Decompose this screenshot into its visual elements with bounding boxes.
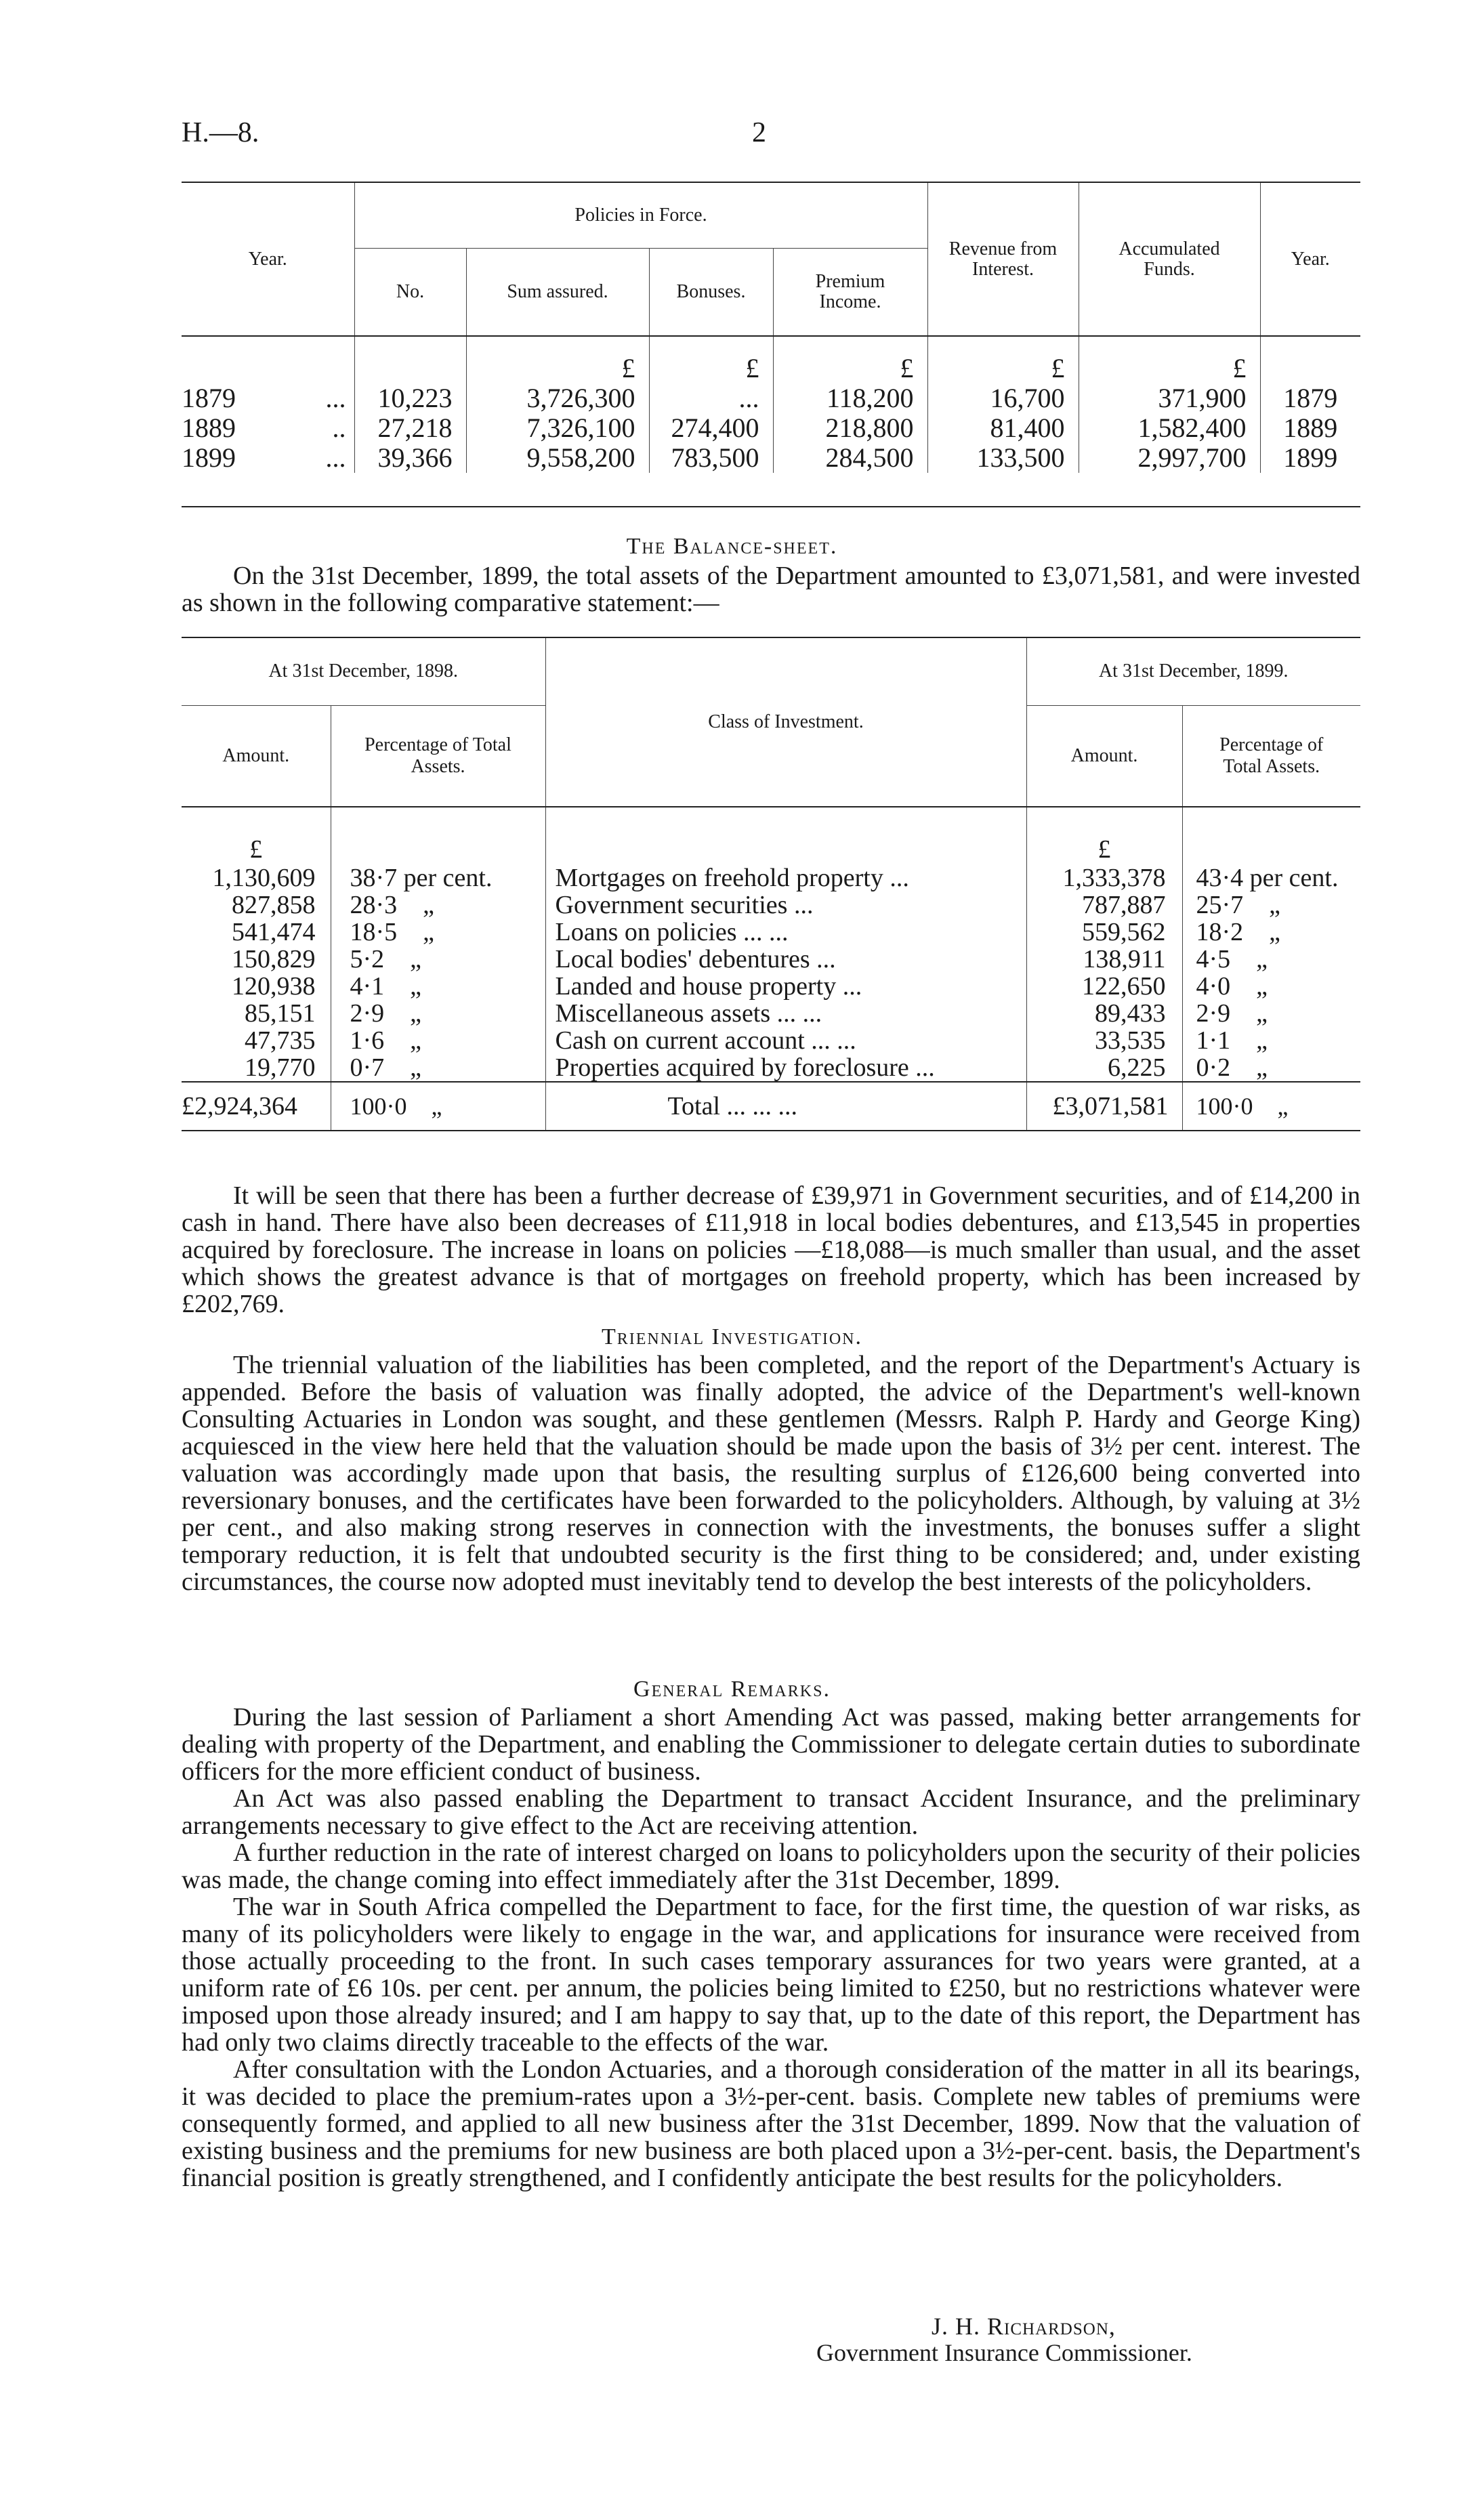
pound-sign: £	[1026, 807, 1182, 864]
interest-revenue: 81,400	[927, 413, 1079, 443]
amounts-1899: 1,333,378 787,887 559,562 138,911 122,650 89,433 33,535 6,225	[1026, 864, 1182, 1082]
policies-table	[182, 182, 1360, 507]
premium-income: 218,800	[773, 413, 927, 443]
accumulated-funds: 2,997,700	[1079, 443, 1260, 473]
premium-income: 284,500	[773, 443, 927, 473]
row-year-right: 1889	[1283, 413, 1338, 443]
pound-sign: £	[773, 336, 927, 383]
bonuses: ...	[649, 383, 773, 413]
col-amount-1898: Amount.	[182, 705, 331, 807]
col-premium-header: Premium Income.	[773, 248, 927, 336]
percentages-1899: 43·4 per cent. 25·7 „ 18·2 „ 4·5 „ 4·0 „ 2·9 „ 1·1 „ 0·2 „	[1196, 864, 1339, 1082]
percentages-1898: 38·7 per cent. 28·3 „ 18·5 „ 5·2 „ 4·1 „ 2·9 „ 1·6 „ 0·7 „	[331, 864, 545, 1082]
general-paragraph-4: The war in South Africa compelled the Department to face, for the first time, the question of war risks, as many of its policyholders were likely to engage in the war, and applications for insurance were received from those actually proceeding to the front. In such cases temporary assurances for two years were granted, at a uniform rate of £6 10s. per cent. per annum, the policies being limited to £250, but no restrictions whatever were imposed upon those already insured; and I am happy to say that, up to the date of this report, the Department has had only two claims directly traceable to the effects of the war.	[182, 1893, 1360, 2057]
interest-revenue: 16,700	[927, 383, 1079, 413]
signatory-name: J. H. Richardson,	[932, 2313, 1116, 2340]
table-row	[182, 383, 1360, 413]
leader-dots: ...	[325, 383, 346, 413]
total-pct-1899: 100·0 „	[1182, 1082, 1360, 1131]
general-paragraph-5: After consultation with the London Actuaries, and a thorough consideration of the matter in all its bearings, it was decided to place the premium-rates upon a 3½-per-cent. basis. Complete new tables of premiums were consequently formed, and applied to all new business after the 31st December, 1899. Now that the valuation of existing business and the premiums for new business are both placed upon a 3½-per-cent. basis, the Department's financial position is greatly strengthened, and I confidently anticipate the best results for the policyholders.	[182, 2055, 1360, 2192]
table-row	[182, 413, 1360, 443]
col-bonuses-header: Bonuses.	[649, 248, 773, 336]
total-label: Total ... ... ...	[545, 1082, 1026, 1131]
accumulated-funds: 371,900	[1079, 383, 1260, 413]
col-sum-header: Sum assured.	[466, 248, 649, 336]
row-year-right: 1899	[1283, 442, 1338, 473]
pound-sign: £	[1079, 336, 1260, 383]
investment-commentary	[182, 1182, 1360, 1318]
col-year2-header: Year.	[1260, 182, 1360, 336]
table-row	[182, 443, 1360, 473]
col-funds-header: Accumulated Funds.	[1079, 182, 1260, 336]
interest-revenue: 133,500	[927, 443, 1079, 473]
pound-sign: £	[466, 336, 649, 383]
page-number: 2	[752, 117, 766, 148]
amounts-1898: 1,130,609 827,858 541,474 150,829 120,938 85,151 47,735 19,770	[182, 864, 331, 1082]
general-paragraph-1: During the last session of Parliament a short Amending Act was passed, making better arrangements for dealing with property of the Department, and enabling the Commissioner to delegate certain duties to subordinate officers for the more efficient conduct of business.	[182, 1703, 1360, 1786]
general-remarks-title: General Remarks.	[633, 1677, 831, 1702]
sum-assured: 3,726,300	[466, 383, 649, 413]
total-1899: £3,071,581	[1026, 1082, 1182, 1131]
total-row	[182, 1082, 1360, 1131]
total-1898: £2,924,364	[182, 1082, 331, 1131]
general-paragraph-3: A further reduction in the rate of interest charged on loans to policyholders upon the security of their policies was made, the change coming into effect immediately after the 31st December, 1899.	[182, 1839, 1360, 1894]
signatory-title: Government Insurance Commissioner.	[816, 2339, 1192, 2366]
header-1899: At 31st December, 1899.	[1026, 637, 1360, 705]
leader-dots: ..	[332, 413, 346, 443]
document-code: H.—8.	[182, 117, 259, 148]
general-paragraph-2: An Act was also passed enabling the Department to transact Accident Insurance, and the preliminary arrangements necessary to give effect to the Act are receiving attention.	[182, 1784, 1360, 1840]
col-amount-1899: Amount.	[1026, 705, 1182, 807]
table-row	[182, 864, 1360, 1082]
row-year-right: 1879	[1283, 383, 1338, 413]
triennial-paragraph	[182, 1351, 1360, 1595]
col-year-header: Year.	[182, 182, 354, 336]
triennial-title: Triennial Investigation.	[601, 1324, 863, 1349]
col-pct-1899: Percentage of Total Assets.	[1182, 705, 1360, 807]
pound-sign: £	[182, 807, 331, 864]
sum-assured: 7,326,100	[466, 413, 649, 443]
col-class-header: Class of Investment.	[545, 637, 1026, 807]
total-pct-1898: 100·0 „	[331, 1082, 545, 1131]
balance-intro-text: On the 31st December, 1899, the total assets of the Department amounted to £3,071,581, and were invested as shown in the following comparative statement:—	[182, 562, 1360, 617]
commentary-text: It will be seen that there has been a further decrease of £39,971 in Government securities, and of £14,200 in cash in hand. There have also been decreases of £11,918 in local bodies debentures, and £13,545 in properties acquired by foreclosure. The increase in loans on policies —£18,088—is much smaller than usual, and the asset which shows the greatest advance is that of mortgages on freehold property, which has been increased by £202,769.	[182, 1181, 1360, 1318]
accumulated-funds: 1,582,400	[1079, 413, 1260, 443]
policy-count: 39,366	[354, 443, 466, 473]
general-remarks	[182, 1704, 1360, 2191]
investment-table	[182, 637, 1360, 1131]
leader-dots: ...	[325, 442, 346, 473]
col-no-header: No.	[354, 248, 466, 336]
premium-income: 118,200	[773, 383, 927, 413]
row-year: 1889	[182, 413, 236, 443]
col-policies-group-header: Policies in Force.	[354, 182, 927, 248]
balance-intro	[182, 562, 1360, 616]
sum-assured: 9,558,200	[466, 443, 649, 473]
investment-classes: Mortgages on freehold property ... Government securities ... Loans on policies ... ... Local bodies' debentures ... Landed and house property ... Miscellaneous assets ... ... Cash on current account ... ... Properties acquired by foreclosure ...	[545, 864, 1026, 1082]
col-revenue-header: Revenue from Interest.	[927, 182, 1079, 336]
policy-count: 27,218	[354, 413, 466, 443]
header-1898: At 31st December, 1898.	[182, 637, 545, 705]
row-year: 1899	[182, 442, 236, 473]
row-year: 1879	[182, 383, 236, 413]
col-pct-1898: Percentage of Total Assets.	[331, 705, 545, 807]
pound-sign: £	[927, 336, 1079, 383]
triennial-text: The triennial valuation of the liabilities has been completed, and the report of the Department's Actuary is appended. Before the basis of valuation was finally adopted, the advice of the Department's well-known Consulting Actuaries in London was sought, and these gentlemen (Messrs. Ralph P. Hardy and George King) acquiesced in the view here held that the valuation should be made upon the basis of 3½ per cent. interest. The valuation was accordingly made upon that basis, the resulting surplus of £126,600 being converted into reversionary bonuses, and the certificates have been forwarded to the policyholders. Although, by valuing at 3½ per cent., and also making strong reserves in connection with the investments, the bonuses suffer a slight temporary reduction, it is felt that undoubted security is the first thing to be considered; and, under existing circumstances, the course now adopted must inevitably tend to develop the best interests of the policyholders.	[182, 1351, 1360, 1596]
bonuses: 274,400	[649, 413, 773, 443]
bonuses: 783,500	[649, 443, 773, 473]
pound-sign: £	[649, 336, 773, 383]
balance-sheet-title: The Balance-sheet.	[626, 534, 838, 559]
policy-count: 10,223	[354, 383, 466, 413]
